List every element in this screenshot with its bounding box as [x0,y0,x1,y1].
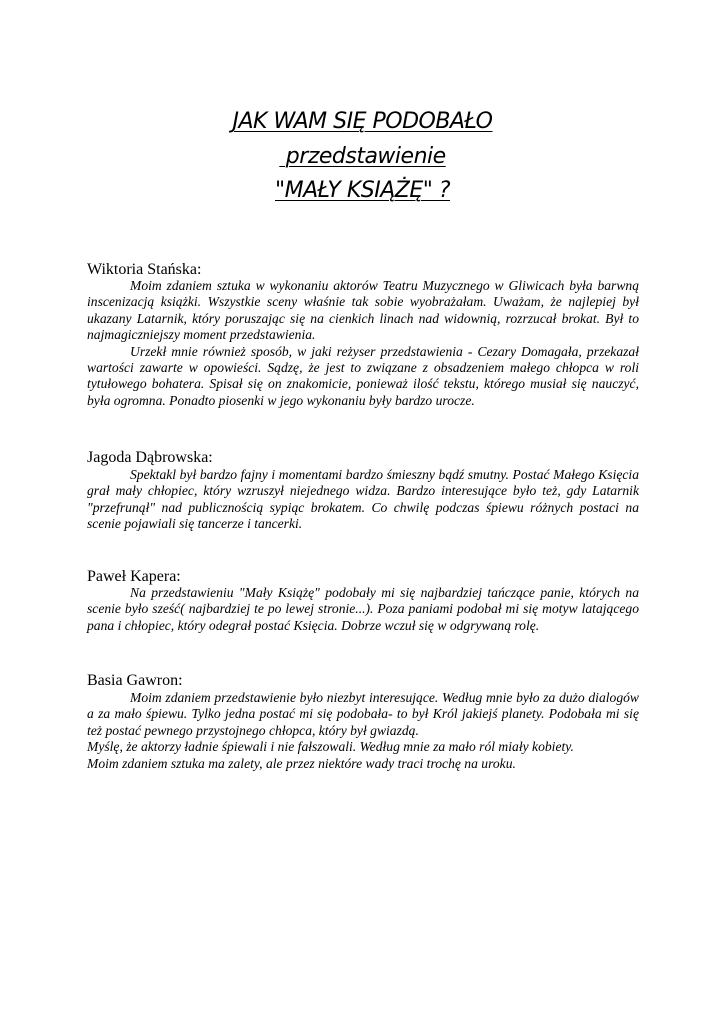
review-text-4 [87,690,639,772]
review-text-1 [87,278,639,409]
review-text-3 [87,585,639,634]
review-paragraph: Urzekł mnie również sposób, w jaki reżyser przedstawienia - Cezary Domagała, przekazał wartości zawarte w opowieści. Sądzę, że jest to związane z obsadzeniem małego chłopca w roli tytułowego bohatera. Spisał się on znakomicie, ponieważ ilość tekstu, którego musiał się nauczyć, była ogromna. Ponadto piosenki w jego wykonaniu były bardzo urocze. [87,343,639,408]
review-paragraph: Moim zdaniem sztuka w wykonaniu aktorów Teatru Muzycznego w Gliwicach była barwną inscenizacją książki. Wszystkie sceny właśnie tak sobie wyobrażałam. Uważam, że najlepiej był ukazany Latarnik, który poruszając się na cienkich linach nad widownią, rozrzucał brokat. Był to najmagiczniejszy moment przedstawienia. [87,278,639,343]
review-paragraph: Moim zdaniem sztuka ma zalety, ale przez niektóre wady traci trochę na uroku. [87,755,516,771]
review-paragraph: Myślę, że aktorzy ładnie śpiewali i nie fałszowali. Według mnie za mało ról miały kobiety. [87,739,574,755]
title-line-3: "MAŁY KSIĄŻĘ" ? [274,178,451,203]
review-paragraph: Spektakl był bardzo fajny i momentami bardzo śmieszny bądź smutny. Postać Małego Księcia grał mały chłopiec, który wzruszył niejednego widza. Bardzo interesujące było też, gdy Latarnik "przefrunął" nad publicznością sypiąc brokatem. Co chwilę podczas śpiewu różnych postaci na scenie pojawiali się tancerze i tancerki. [87,467,639,532]
title-line-2: przedstawienie [279,144,446,169]
review-author-4: Basia Gawron: [87,672,183,689]
review-author-2: Jagoda Dąbrowska: [87,449,213,466]
review-text-2 [87,467,639,533]
review-author-1: Wiktoria Stańska: [87,261,202,278]
review-paragraph: Moim zdaniem przedstawienie było niezbyt interesujące. Według mnie było za dużo dialogów a za mało śpiewu. Tylko jedna postać mi się podobała- to był Król jakiejś planety. Podobała mi się też postać pewnego przystojnego chłopca, który był gwiazdą. [87,690,639,738]
review-paragraph: Na przedstawieniu "Mały Książę" podobały mi się najbardziej tańczące panie, których na scenie było sześć( najbardziej te po lewej stronie...). Poza paniami podobał mi się motyw latającego pana i chłopiec, który odegrał postać Księcia. Dobrze wczuł się w odgrywaną rolę. [87,585,639,633]
review-author-3: Paweł Kapera: [87,568,181,585]
title-line-1: JAK WAM SIĘ PODOBAŁO [232,109,493,134]
